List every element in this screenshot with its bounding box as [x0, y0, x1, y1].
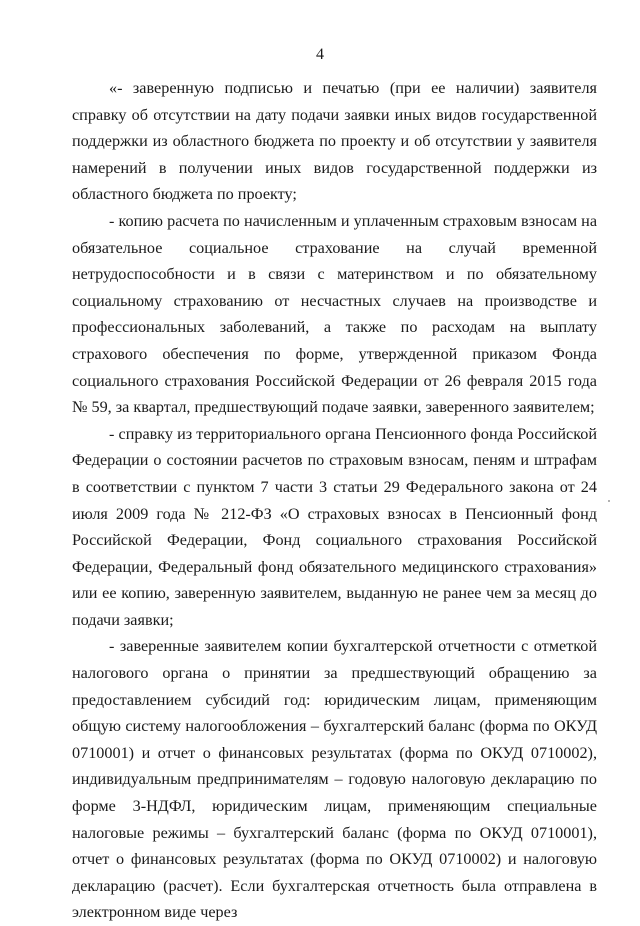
document-body — [72, 75, 597, 926]
paragraph-certificate-no-other-support: «- заверенную подписью и печатью (при ее наличии) заявителя справку об отсутствии на дату подачи заявки иных видов государственной поддержки из областного бюджета по проекту и об отсутствии у заявителя намерений в получении иных видов государственной поддержки из областного бюджета по проекту; — [72, 79, 597, 204]
paragraph-accounting-reports: - заверенные заявителем копии бухгалтерской отчетности с отметкой налогового органа о принятии за предшествующий обращению за предоставлением субсидий год: юридическим лицам, применяющим общую систему налогообложения – бухгалтерский баланс (форма по ОКУД 0710001) и отчет о финансовых результатах (форма по ОКУД 0710002), индивидуальным предпринимателям – годовую налоговую декларацию по форме 3-НДФЛ, юридическим лицам, применяющим специальные налоговые режимы – бухгалтерский баланс (форма по ОКУД 0710001), отчет о финансовых результатах (форма по ОКУД 0710002) и налоговую декларацию (расчет). Если бухгалтерская отчетность была отправлена в электронном виде через — [72, 637, 597, 922]
paragraph-insurance-calculation-copy: - копию расчета по начисленным и уплаченным страховым взносам на обязательное социальное страхование на случай временной нетрудоспособности и в связи с материнством и по обязательному социальному страхованию от несчастных случаев на производстве и профессиональных заболеваний, а также по расходам на выплату страхового обеспечения по форме, утвержденной приказом Фонда социального страхования Российской Федерации от 26 февраля 2015 года № 59, за квартал, предшествующий подаче заявки, заверенного заявителем; — [72, 211, 597, 417]
scan-speck — [608, 500, 610, 502]
paragraph-pension-fund-certificate: - справку из территориального органа Пенсионного фонда Российской Федерации о состоянии расчетов по страховым взносам, пеням и штрафам в соответствии с пунктом 7 части 3 статьи 29 Федерального закона от 24 июля 2009 года № 212-ФЗ «О страховых взносах в Пенсионный фонд Российской Федерации, Фонд социального страхования Российской Федерации, Федеральный фонд обязательного медицинского страхования» или ее копию, заверенную заявителем, выданную не ранее чем за месяц до подачи заявки; — [72, 424, 597, 629]
page-number: 4 — [316, 46, 324, 63]
